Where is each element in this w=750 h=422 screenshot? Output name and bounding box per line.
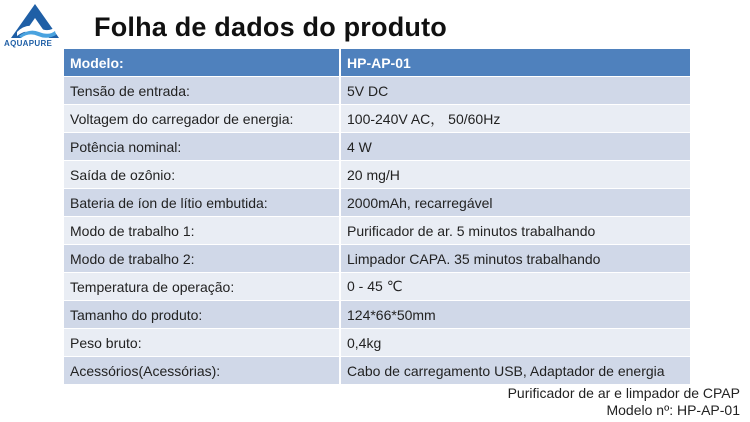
table-row <box>64 217 691 245</box>
spec-label: Bateria de íon de lítio embutida: <box>64 189 340 217</box>
brand-logo <box>4 2 66 52</box>
spec-value: 0,4kg <box>340 329 691 357</box>
spec-label: Modo de trabalho 1: <box>64 217 340 245</box>
spec-value: Cabo de carregamento USB, Adaptador de energia <box>340 357 691 385</box>
table-row <box>64 189 691 217</box>
table-row <box>64 301 691 329</box>
table-row <box>64 161 691 189</box>
footer-product-name: Purificador de ar e limpador de CPAP <box>507 385 740 401</box>
table-row <box>64 357 691 385</box>
spec-label: Saída de ozônio: <box>64 161 340 189</box>
table-row <box>64 105 691 133</box>
spec-label: Potência nominal: <box>64 133 340 161</box>
spec-value: Limpador CAPA. 35 minutos trabalhando <box>340 245 691 273</box>
header-value: HP-AP-01 <box>340 49 691 77</box>
header-label: Modelo: <box>64 49 340 77</box>
spec-label: Voltagem do carregador de energia: <box>64 105 340 133</box>
table-row <box>64 77 691 105</box>
footer-caption <box>508 385 740 419</box>
spec-label: Modo de trabalho 2: <box>64 245 340 273</box>
spec-label: Temperatura de operação: <box>64 273 340 301</box>
spec-value: 4 W <box>340 133 691 161</box>
spec-value: 2000mAh, recarregável <box>340 189 691 217</box>
footer-model-number: Modelo nº: HP-AP-01 <box>606 402 740 418</box>
spec-value: 100-240V AC， 50/60Hz <box>340 105 691 133</box>
page-title: Folha de dados do produto <box>94 12 447 42</box>
spec-value: 5V DC <box>340 77 691 105</box>
spec-label: Tensão de entrada: <box>64 77 340 105</box>
spec-label: Acessórios(Acessórias): <box>64 357 340 385</box>
brand-name: AQUAPURE <box>4 39 53 48</box>
spec-label: Tamanho do produto: <box>64 301 340 329</box>
table-row <box>64 245 691 273</box>
table-row <box>64 329 691 357</box>
table-row <box>64 133 691 161</box>
spec-value: 20 mg/H <box>340 161 691 189</box>
spec-label: Peso bruto: <box>64 329 340 357</box>
table-row <box>64 273 691 301</box>
spec-table <box>64 49 692 385</box>
aquapure-logo-icon <box>9 2 61 40</box>
spec-value: 124*66*50mm <box>340 301 691 329</box>
spec-value: Purificador de ar. 5 minutos trabalhando <box>340 217 691 245</box>
spec-value: 0 - 45 ℃ <box>340 273 691 301</box>
spec-table-header <box>64 49 691 77</box>
